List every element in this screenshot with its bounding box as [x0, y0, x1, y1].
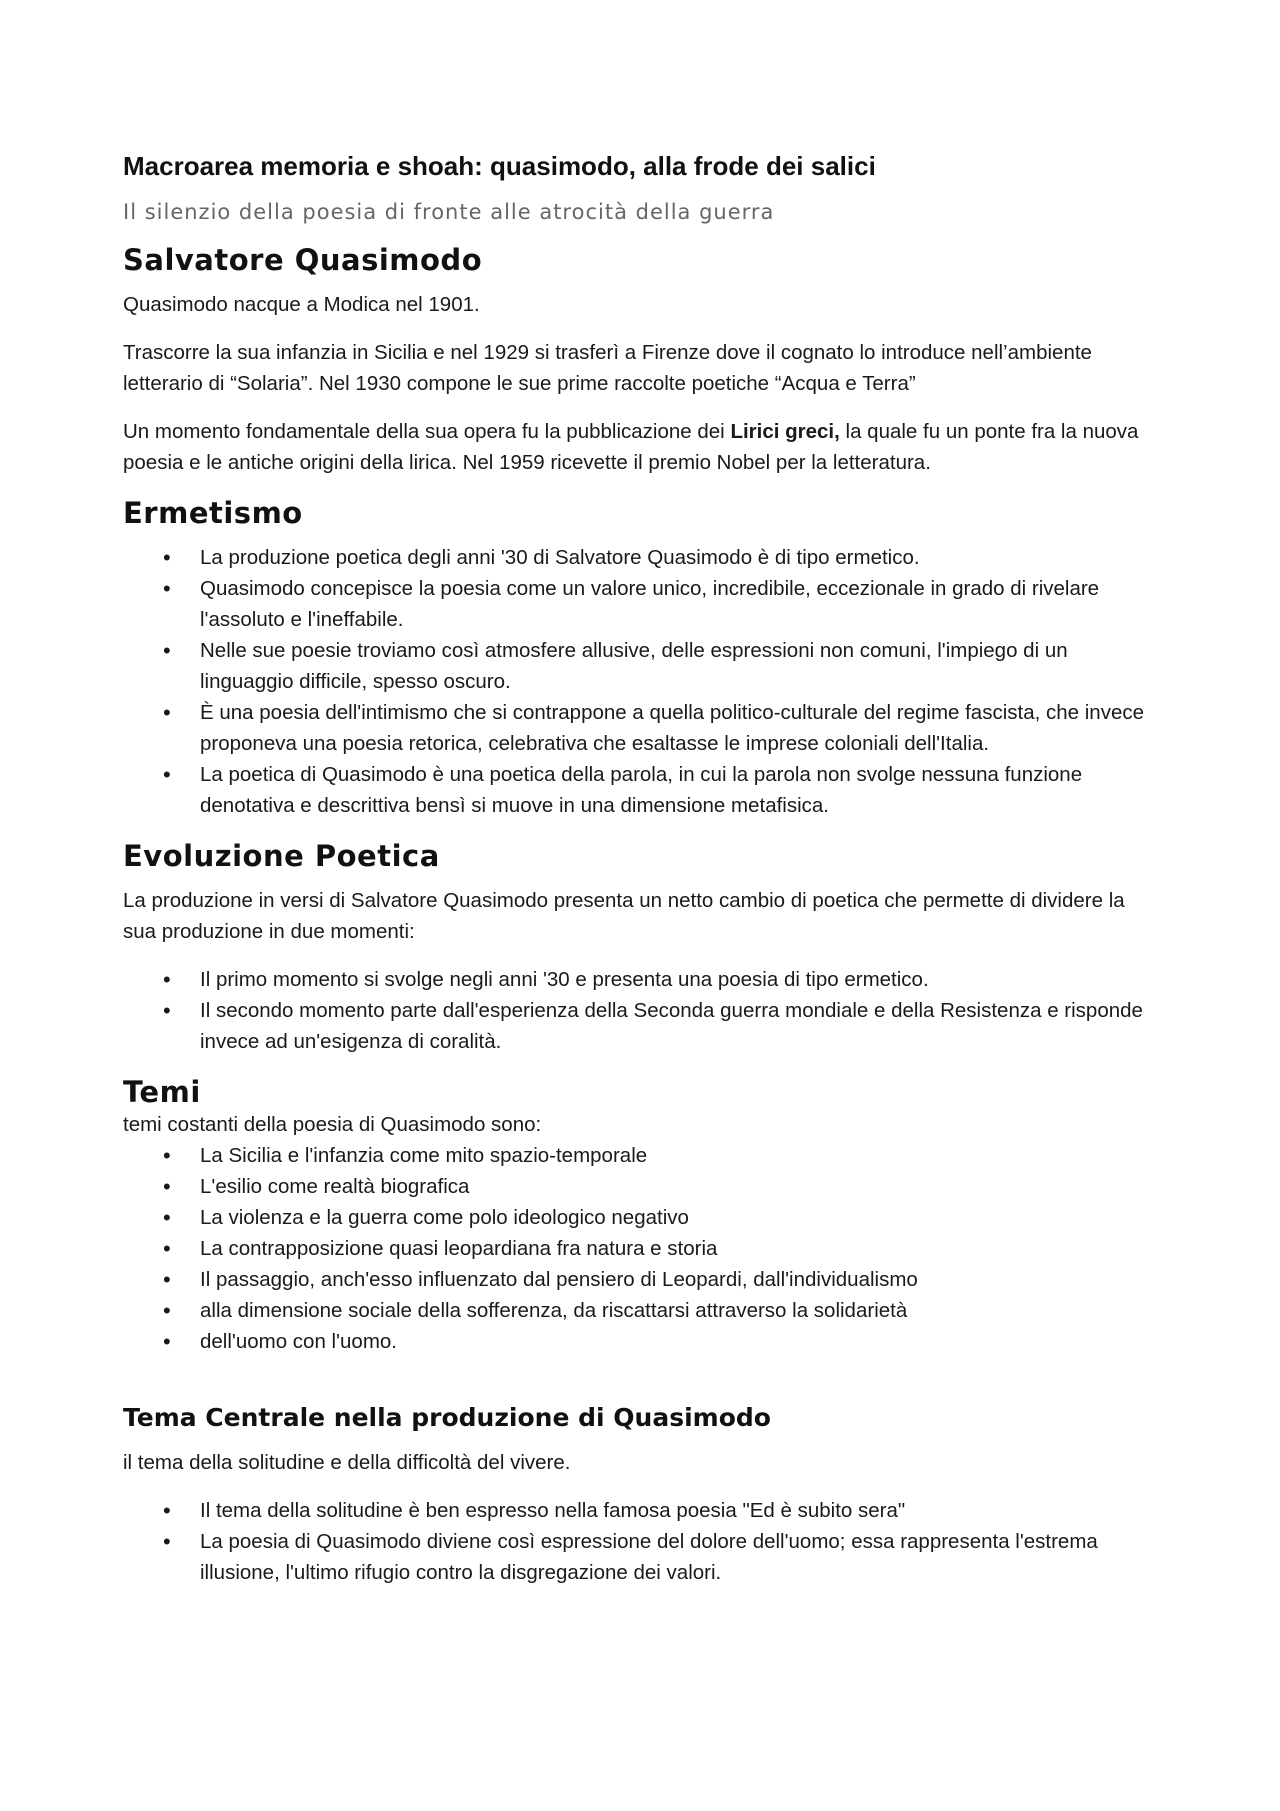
- evoluzione-list: [123, 964, 1157, 1057]
- paragraph-tema-centrale-intro: il tema della solitudine e della difficoltà del vivere.: [123, 1450, 571, 1474]
- list-item: • Il tema della solitudine è ben espresso nella famosa poesia "Ed è subito sera": [123, 1495, 1157, 1526]
- list-item: • La violenza e la guerra come polo ideologico negativo: [123, 1202, 1157, 1233]
- document-subtitle: Il silenzio della poesia di fronte alle atrocità della guerra: [123, 199, 775, 224]
- heading-evoluzione-poetica: Evoluzione Poetica: [123, 838, 440, 873]
- paragraph-birth: Quasimodo nacque a Modica nel 1901.: [123, 292, 480, 316]
- list-item: • La produzione poetica degli anni '30 di Salvatore Quasimodo è di tipo ermetico.: [123, 542, 1157, 573]
- paragraph-text: Un momento fondamentale della sua opera fu la pubblicazione dei: [123, 419, 731, 443]
- paragraph-text: la quale fu un ponte fra la nuova poesia e le antiche origini della lirica. Nel 1959 ricevette il premio Nobel per la letteratura.: [123, 419, 1139, 474]
- temi-list: [123, 1140, 1157, 1357]
- list-item: • Quasimodo concepisce la poesia come un valore unico, incredibile, eccezionale in grado di rivelare l'assoluto e l'ineffabile.: [123, 573, 1157, 635]
- list-item: • alla dimensione sociale della sofferenza, da riscattarsi attraverso la solidarietà: [123, 1295, 1157, 1326]
- heading-temi: Temi: [123, 1074, 201, 1109]
- list-item: • Nelle sue poesie troviamo così atmosfere allusive, delle espressioni non comuni, l'impiego di un linguaggio difficile, spesso oscuro.: [123, 635, 1157, 697]
- list-item: • dell'uomo con l'uomo.: [123, 1326, 1157, 1357]
- tema-centrale-list: [123, 1495, 1157, 1588]
- list-item: • La Sicilia e l'infanzia come mito spazio-temporale: [123, 1140, 1157, 1171]
- heading-tema-centrale: Tema Centrale nella produzione di Quasimodo: [123, 1402, 771, 1432]
- paragraph-childhood: Trascorre la sua infanzia in Sicilia e nel 1929 si trasferì a Firenze dove il cognato lo introduce nell’ambiente letterario di “Solaria”. Nel 1930 compone le sue prime raccolte poetiche “Acqua e Terra”: [123, 340, 1092, 395]
- bold-lirici-greci: Lirici greci,: [730, 419, 840, 443]
- list-item: • La poesia di Quasimodo diviene così espressione del dolore dell'uomo; essa rappresenta l'estrema illusione, l'ultimo rifugio contro la disgregazione dei valori.: [123, 1526, 1157, 1588]
- list-item: • L'esilio come realtà biografica: [123, 1171, 1157, 1202]
- document-title: Macroarea memoria e shoah: quasimodo, alla frode dei salici: [123, 151, 876, 181]
- list-item: • La poetica di Quasimodo è una poetica della parola, in cui la parola non svolge nessuna funzione denotativa e descrittiva bensì si muove in una dimensione metafisica.: [123, 759, 1157, 821]
- list-item: • Il secondo momento parte dall'esperienza della Seconda guerra mondiale e della Resistenza e risponde invece ad un'esigenza di coralità.: [123, 995, 1157, 1057]
- list-item: • Il primo momento si svolge negli anni '30 e presenta una poesia di tipo ermetico.: [123, 964, 1157, 995]
- paragraph-evoluzione-intro: La produzione in versi di Salvatore Quasimodo presenta un netto cambio di poetica che permette di dividere la sua produzione in due momenti:: [123, 888, 1125, 943]
- list-item: • È una poesia dell'intimismo che si contrappone a quella politico-culturale del regime fascista, che invece proponeva una poesia retorica, celebrativa che esaltasse le imprese coloniali dell'Italia.: [123, 697, 1157, 759]
- heading-salvatore-quasimodo: Salvatore Quasimodo: [123, 242, 483, 277]
- ermetismo-list: [123, 542, 1157, 821]
- list-item: • La contrapposizione quasi leopardiana fra natura e storia: [123, 1233, 1157, 1264]
- list-item: • Il passaggio, anch'esso influenzato dal pensiero di Leopardi, dall'individualismo: [123, 1264, 1157, 1295]
- paragraph-lirici-greci: [123, 416, 1157, 478]
- paragraph-temi-intro: temi costanti della poesia di Quasimodo sono:: [123, 1112, 542, 1136]
- heading-ermetismo: Ermetismo: [123, 495, 303, 530]
